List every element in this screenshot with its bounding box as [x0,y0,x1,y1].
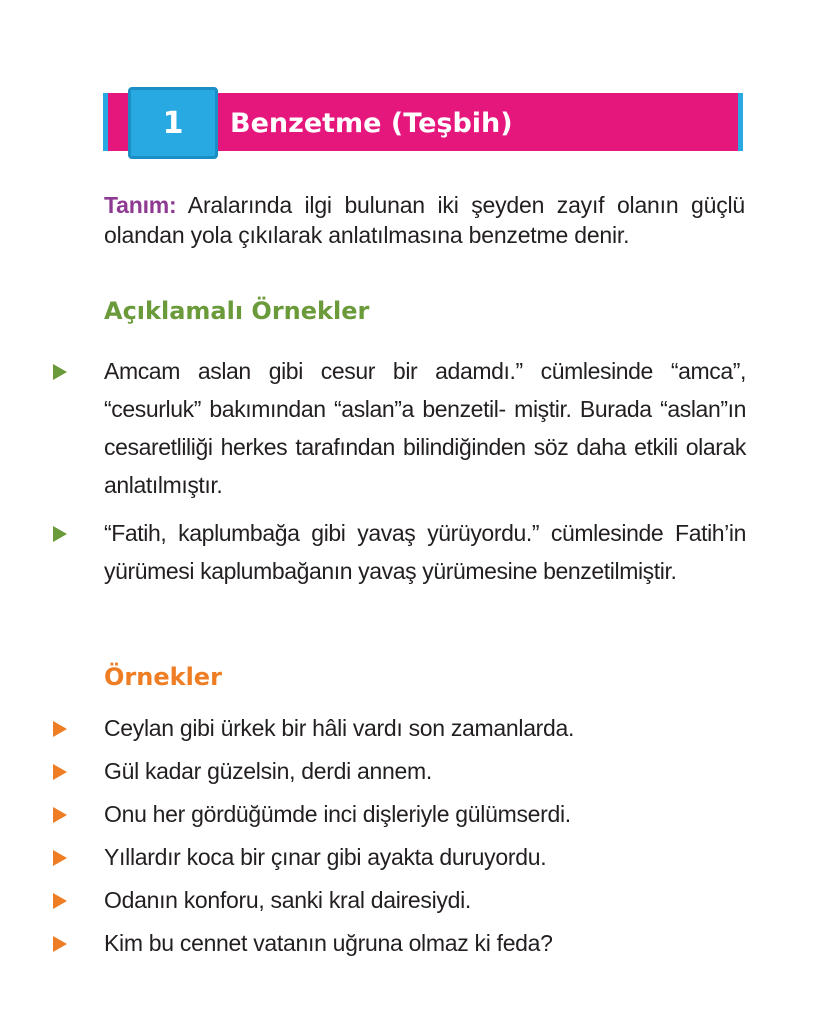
triangle-right-icon [53,526,67,542]
triangle-right-icon [53,364,67,380]
explained-examples-list [50,352,746,600]
example-text: Odanın konforu, sanki kral dairesiydi. [104,887,472,913]
list-item [50,514,746,590]
examples-heading: Örnekler [104,663,222,691]
example-text: Ceylan gibi ürkek bir hâli vardı son zamanlarda. [104,715,575,741]
list-item [50,839,746,882]
triangle-right-icon [53,764,67,780]
example-text: Yıllardır koca bir çınar gibi ayakta duruyordu. [104,844,547,870]
section-number-badge [128,87,218,159]
example-text: Onu her gördüğümde inci dişleriyle gülümserdi. [104,801,571,827]
triangle-right-icon [53,807,67,823]
explained-example-text: Amcam aslan gibi cesur bir adamdı.” cümlesinde “amca”, “cesurluk” bakımından “aslan”a benzetil- miştir. Burada “aslan”ın cesaretliliği herkes tarafından bilindiğinden söz daha etkili olarak anlatılmıştır. [104,358,746,498]
triangle-right-icon [53,936,67,952]
example-text: Kim bu cennet vatanın uğruna olmaz ki feda? [104,930,553,956]
triangle-right-icon [53,721,67,737]
triangle-right-icon [53,850,67,866]
triangle-right-icon [53,893,67,909]
section-title: Benzetme (Teşbih) [230,108,513,139]
definition-paragraph [104,190,745,250]
definition-text: Aralarında ilgi bulunan iki şeyden zayıf olanın güçlü olandan yola çıkılarak anlatılmasına benzetme denir. [104,192,745,248]
example-text: Gül kadar güzelsin, derdi annem. [104,758,432,784]
explained-examples-heading: Açıklamalı Örnekler [104,297,370,325]
explained-example-text: “Fatih, kaplumbağa gibi yavaş yürüyordu.” cümlesinde Fatih’in yürümesi kaplumbağanın yavaş yürümesine benzetilmiştir. [104,520,746,584]
list-item [50,925,746,968]
definition-label: Tanım: [104,192,177,218]
section-number: 1 [162,105,184,141]
list-item [50,882,746,925]
examples-list [50,710,746,968]
list-item [50,710,746,753]
list-item [50,796,746,839]
list-item [50,352,746,504]
list-item [50,753,746,796]
